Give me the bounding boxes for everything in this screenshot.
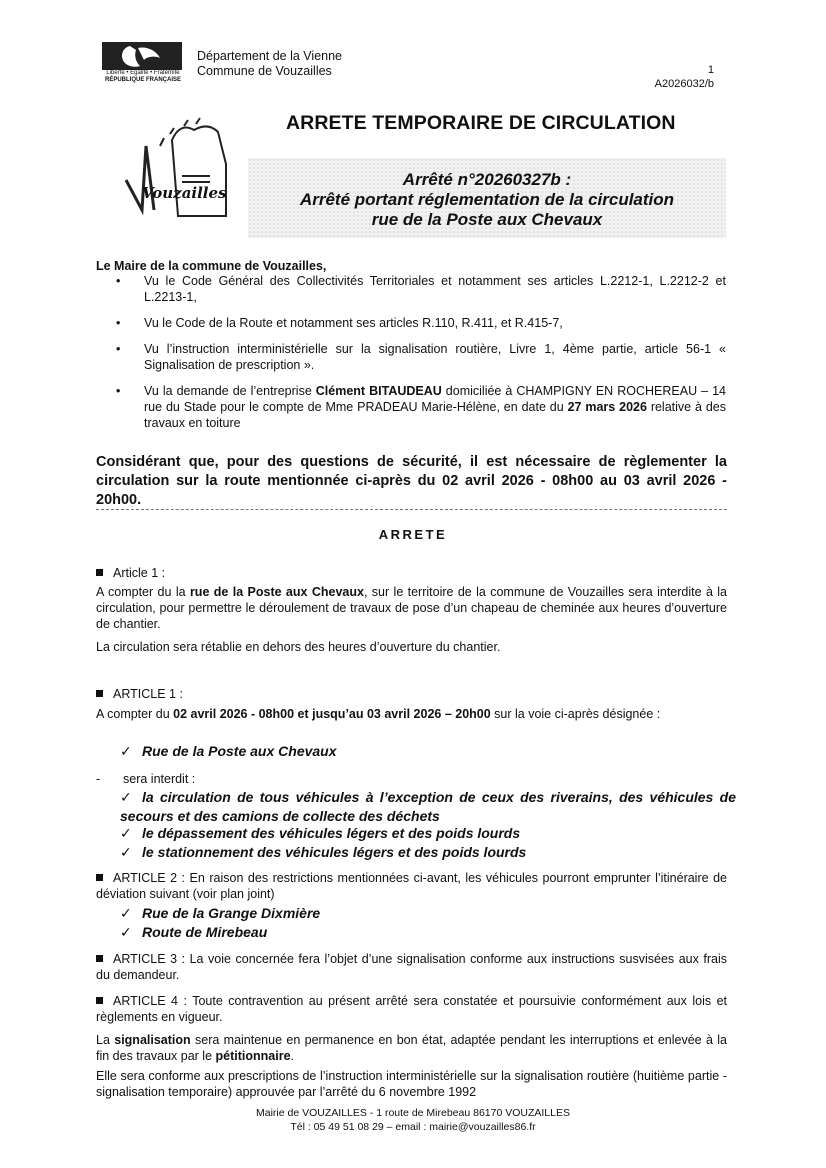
bullet-square-icon bbox=[96, 690, 103, 697]
bullet-square-icon bbox=[96, 874, 103, 881]
signal-keyword: signalisation bbox=[114, 1033, 191, 1047]
considerant: Considérant que, pour des questions de sécurité, il est nécessaire de règlementer la circulation sur la route mentionnée ci-après du 02 avril 2026 - 08h00 au 03 avril 2026 - 20h00. bbox=[96, 454, 727, 508]
vu-item: • Vu le Code de la Route et notamment ses articles R.110, R.411, et R.415-7, bbox=[96, 315, 726, 331]
signal-text: . bbox=[290, 1049, 295, 1063]
article1-paragraph bbox=[96, 584, 727, 632]
bullet-square-icon bbox=[96, 997, 103, 1004]
arrete-number: Arrêté n°20260327b : bbox=[402, 170, 572, 189]
check-text: Route de Mirebeau bbox=[142, 924, 268, 940]
rf-motto: Liberté • Égalité • Fraternité bbox=[106, 70, 180, 76]
reference-box bbox=[248, 158, 726, 238]
vouzailles-logo-drawing bbox=[96, 116, 236, 224]
article2-text: ARTICLE 2 : En raison des restrictions mentionnées ci-avant, les véhicules pourront emprunter l’itinéraire de déviation suivant (voir plan joint) bbox=[96, 871, 727, 901]
check-text: le dépassement des véhicules légers et des poids lourds bbox=[142, 825, 521, 841]
checkmark-icon: ✓ bbox=[120, 905, 132, 921]
article-1b-heading: ARTICLE 1 : bbox=[113, 687, 183, 701]
check-text: Rue de la Poste aux Chevaux bbox=[142, 743, 337, 759]
department-name: Département de la Vienne bbox=[197, 49, 343, 63]
period: 02 avril 2026 - 08h00 et jusqu’au 03 avril 2026 – 20h00 bbox=[173, 707, 491, 721]
checkmark-icon: ✓ bbox=[120, 844, 132, 860]
mayor-line: Le Maire de la commune de Vouzailles, bbox=[96, 259, 327, 273]
check-item bbox=[120, 843, 526, 862]
signal-text: La bbox=[96, 1033, 115, 1047]
page-reference bbox=[655, 63, 714, 91]
footer-contact: Tél : 05 49 51 08 29 – email : mairie@vouzailles86.fr bbox=[290, 1121, 536, 1133]
article2-paragraph bbox=[96, 870, 727, 902]
checkmark-icon: ✓ bbox=[120, 789, 132, 805]
arrete-heading: ARRETE bbox=[378, 527, 448, 542]
interdit-label: sera interdit : bbox=[123, 772, 196, 786]
article3-paragraph bbox=[96, 951, 727, 983]
department-block bbox=[197, 49, 342, 79]
reference-code: A2026032/b bbox=[654, 78, 714, 90]
check-item bbox=[120, 923, 267, 942]
arrete-subject-line2: rue de la Poste aux Chevaux bbox=[371, 210, 603, 229]
check-item bbox=[120, 788, 736, 826]
article3-text: ARTICLE 3 : La voie concernée fera l’objet d’une signalisation conforme aux instructions susvisées aux frais du demandeur. bbox=[96, 952, 727, 982]
article1-heading: Article 1 : bbox=[113, 566, 166, 580]
interdit-row bbox=[96, 771, 195, 787]
page-number: 1 bbox=[707, 64, 714, 76]
check-item bbox=[120, 904, 320, 923]
street-name: rue de la Poste aux Chevaux bbox=[189, 585, 364, 599]
vu-item: • Vu l’instruction interministérielle sur la signalisation routière, Livre 1, 4ème partie, article 56-1 « Signalisation de prescription ». bbox=[96, 341, 726, 373]
dash-bullet-icon: - bbox=[96, 772, 101, 786]
checkmark-icon: ✓ bbox=[120, 924, 132, 940]
article4-paragraph bbox=[96, 993, 727, 1025]
check-text: Rue de la Grange Dixmière bbox=[142, 905, 321, 921]
article1-paragraph-2: La circulation sera rétablie en dehors des heures d’ouverture du chantier. bbox=[96, 640, 501, 654]
check-item bbox=[120, 824, 520, 843]
check-text: la circulation de tous véhicules à l’exception de ceux des riverains, des véhicules de secours et des camions de collecte des déchets bbox=[120, 789, 736, 824]
footer-address: Mairie de VOUZAILLES - 1 route de Mirebeau 86170 VOUZAILLES bbox=[256, 1107, 570, 1119]
vouzailles-logo-text: Vouzailles bbox=[142, 184, 227, 202]
vu-item bbox=[96, 383, 726, 431]
page-title: ARRETE TEMPORAIRE DE CIRCULATION bbox=[286, 112, 676, 134]
signalisation-paragraph bbox=[96, 1032, 727, 1064]
company-name: Clément BITAUDEAU bbox=[315, 384, 442, 398]
republique-francaise-caption bbox=[100, 70, 186, 84]
checkmark-icon: ✓ bbox=[120, 743, 132, 759]
commune-name: Commune de Vouzailles bbox=[197, 64, 332, 78]
article1-text: , sur le territoire de la commune de Vouzailles sera interdite à la circulation, pour permettre le déroulement de travaux de pose d’un chapeau de cheminée aux heures d’ouverture de chantier. bbox=[96, 585, 728, 631]
check-text: le stationnement des véhicules légers et des poids lourds bbox=[142, 844, 527, 860]
rf-name: RÉPUBLIQUE FRANÇAISE bbox=[104, 77, 181, 83]
arrete-subject-line1: Arrêté portant réglementation de la circulation bbox=[299, 190, 675, 209]
vu-text: Vu la demande de l’entreprise bbox=[144, 384, 316, 398]
request-date: 27 mars 2026 bbox=[567, 400, 647, 414]
article-1b-paragraph bbox=[96, 706, 727, 722]
footer bbox=[0, 1106, 826, 1134]
article4-text: ARTICLE 4 : Toute contravention au présent arrêté sera constatée et poursuivie conformément aux lois et règlements en vigueur. bbox=[96, 994, 727, 1024]
bullet-square-icon bbox=[96, 955, 103, 962]
divider bbox=[96, 509, 727, 510]
vu-item: • Vu le Code Général des Collectivités Territoriales et notamment ses articles L.2212-1, L.2212-2 et L.2213-1, bbox=[96, 273, 726, 305]
check-item bbox=[120, 742, 337, 761]
vu-text: relative à des travaux en toiture bbox=[144, 400, 726, 430]
article-1b-heading-row bbox=[96, 686, 183, 702]
article1-heading-row bbox=[96, 565, 165, 581]
signalisation-paragraph-2: Elle sera conforme aux prescriptions de l’instruction interministérielle sur la signalisation routière (huitième partie - signalisation temporaire) approuvée par l’arrêté du 6 novembre 1992 bbox=[96, 1069, 727, 1099]
vu-list bbox=[96, 273, 726, 441]
vouzailles-logo bbox=[96, 116, 236, 224]
article-1b-text: sur la voie ci-après désignée : bbox=[490, 707, 661, 721]
petitionnaire-keyword: pétitionnaire bbox=[215, 1049, 291, 1063]
checkmark-icon: ✓ bbox=[120, 825, 132, 841]
article1-text: A compter du la bbox=[96, 585, 190, 599]
bullet-square-icon bbox=[96, 569, 103, 576]
article-1b-text: A compter du bbox=[96, 707, 174, 721]
vu-text: domiciliée à CHAMPIGNY EN ROCHEREAU – 14 rue du Stade pour le compte de Mme PRADEAU Marie-Hélène, en date du bbox=[144, 384, 726, 414]
signal-text: sera maintenue en permanence en bon état, adaptée pendant les interruptions et enlevée à la fin des travaux par le bbox=[96, 1033, 727, 1063]
